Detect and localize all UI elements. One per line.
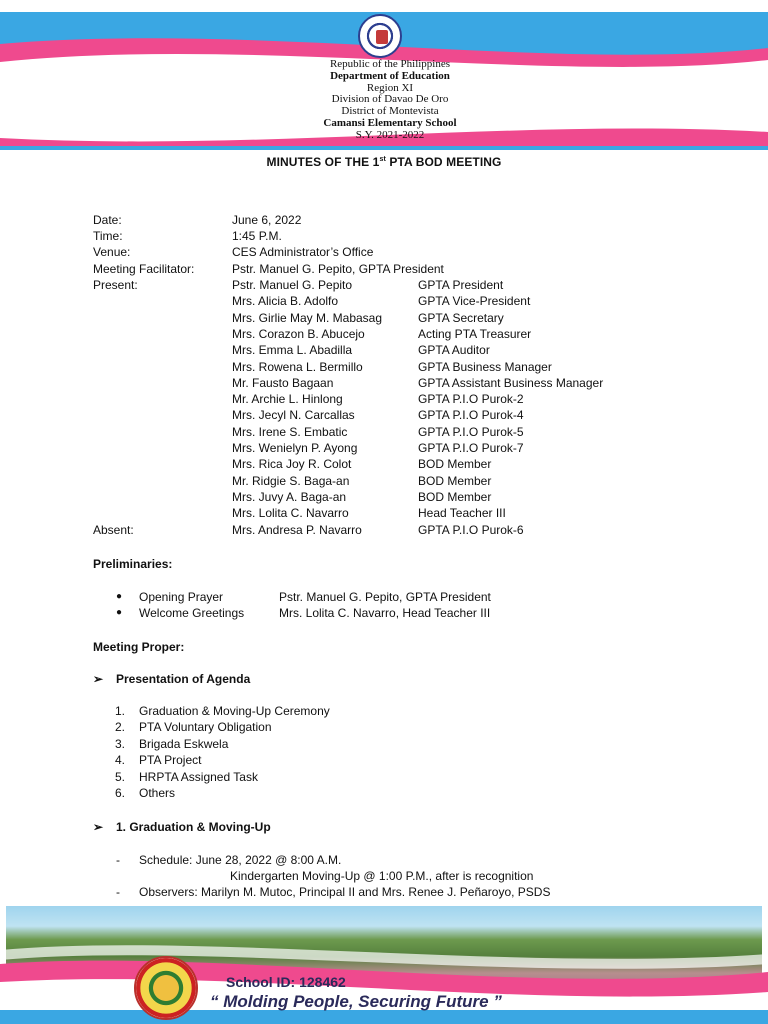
present-name: Mr. Ridgie S. Baga-an — [232, 474, 350, 488]
deped-seal-icon — [358, 14, 402, 58]
title-text-end: PTA BOD MEETING — [385, 155, 502, 169]
footer-banner — [0, 902, 768, 1024]
present-name: Mrs. Irene S. Embatic — [232, 425, 348, 439]
present-role: GPTA Assistant Business Manager — [418, 376, 604, 390]
letterhead-division: Division of Davao De Oro — [331, 93, 449, 106]
present-name: Mrs. Girlie May M. Mabasag — [232, 311, 383, 325]
absent-name: Mrs. Andresa P. Navarro — [232, 523, 362, 537]
present-role: GPTA Business Manager — [418, 360, 552, 374]
letterhead — [0, 59, 768, 142]
present-name: Mrs. Lolita C. Navarro — [232, 506, 349, 520]
present-name: Mrs. Emma L. Abadilla — [232, 343, 353, 357]
present-role: GPTA Auditor — [418, 343, 490, 357]
agenda-number: 6. — [115, 786, 126, 800]
absent-role: GPTA P.I.O Purok-6 — [418, 523, 524, 537]
dash-bullet-icon: - — [116, 853, 120, 867]
letterhead-district: District of Montevista — [341, 105, 439, 118]
present-role: GPTA P.I.O Purok-4 — [418, 408, 524, 422]
agenda-number: 4. — [115, 753, 126, 767]
present-name: Mrs. Rowena L. Bermillo — [232, 360, 363, 374]
letterhead-region: Region XI — [366, 81, 414, 94]
prelim-value: Pstr. Manuel G. Pepito, GPTA President — [279, 590, 491, 604]
bullet-icon: ● — [116, 591, 123, 602]
time-label: Time: — [93, 229, 123, 243]
present-role: BOD Member — [418, 474, 492, 488]
present-name: Mrs. Corazon B. Abucejo — [232, 327, 365, 341]
agenda-number: 1. — [115, 704, 126, 718]
present-role: BOD Member — [418, 457, 492, 471]
school-logo-icon — [134, 956, 198, 1020]
present-name: Mrs. Jecyl N. Carcallas — [232, 408, 355, 422]
title-sup: st — [379, 156, 386, 163]
date-value: June 6, 2022 — [232, 213, 302, 227]
agenda-item: HRPTA Assigned Task — [139, 770, 258, 784]
present-role: Acting PTA Treasurer — [418, 327, 532, 341]
present-role: GPTA President — [418, 278, 504, 292]
school-motto: “ Molding People, Securing Future ” — [210, 992, 502, 1011]
agenda-item: Brigada Eskwela — [139, 737, 229, 751]
prelim-label: Opening Prayer — [139, 590, 224, 604]
preliminaries-heading: Preliminaries: — [93, 557, 173, 571]
present-name: Mr. Fausto Bagaan — [232, 376, 334, 390]
letterhead-school-year: S.Y. 2021-2022 — [355, 128, 425, 141]
letterhead-department: Department of Education — [330, 69, 450, 82]
venue-label: Venue: — [93, 245, 131, 259]
letterhead-republic: Republic of the Philippines — [329, 58, 451, 70]
arrow-bullet-icon: ➢ — [93, 672, 104, 686]
agenda-number: 2. — [115, 720, 126, 734]
present-name: Mrs. Alicia B. Adolfo — [232, 294, 339, 308]
bullet-icon: ● — [116, 607, 123, 618]
time-value: 1:45 P.M. — [232, 229, 282, 243]
section1-heading: 1. Graduation & Moving-Up — [116, 820, 271, 834]
facilitator-value: Pstr. Manuel G. Pepito, GPTA President — [232, 262, 444, 276]
agenda-item: Graduation & Moving-Up Ceremony — [139, 704, 330, 718]
prelim-label: Welcome Greetings — [139, 606, 245, 620]
present-role: GPTA P.I.O Purok-5 — [418, 425, 524, 439]
schedule-line-2: Kindergarten Moving-Up @ 1:00 P.M., after is recognition — [230, 869, 534, 883]
agenda-number: 5. — [115, 770, 126, 784]
absent-label: Absent: — [93, 523, 134, 537]
present-name: Mrs. Wenielyn P. Ayong — [232, 441, 358, 455]
present-name: Mr. Archie L. Hinlong — [232, 392, 343, 406]
prelim-value: Mrs. Lolita C. Navarro, Head Teacher III — [279, 606, 491, 620]
facilitator-label: Meeting Facilitator: — [93, 262, 195, 276]
agenda-heading: Presentation of Agenda — [116, 672, 251, 686]
letterhead-school: Camansi Elementary School — [323, 116, 457, 129]
schedule-line: Schedule: June 28, 2022 @ 8:00 A.M. — [139, 853, 342, 867]
dash-bullet-icon: - — [116, 885, 120, 899]
page-title — [0, 155, 768, 169]
school-id: School ID: 128462 — [226, 974, 346, 990]
date-label: Date: — [93, 213, 122, 227]
present-role: GPTA P.I.O Purok-2 — [418, 392, 524, 406]
agenda-item: PTA Voluntary Obligation — [139, 720, 272, 734]
present-role: Head Teacher III — [418, 506, 506, 520]
agenda-number: 3. — [115, 737, 126, 751]
present-name: Pstr. Manuel G. Pepito — [232, 278, 353, 292]
title-text: MINUTES OF THE 1 — [266, 155, 380, 169]
present-role: GPTA P.I.O Purok-7 — [418, 441, 524, 455]
present-role: GPTA Vice-President — [418, 294, 531, 308]
present-name: Mrs. Rica Joy R. Colot — [232, 457, 352, 471]
agenda-item: PTA Project — [139, 753, 202, 767]
present-role: GPTA Secretary — [418, 311, 504, 325]
meeting-proper-heading: Meeting Proper: — [93, 640, 185, 654]
observers-line: Observers: Marilyn M. Mutoc, Principal II and Mrs. Renee J. Peñaroyo, PSDS — [139, 885, 551, 899]
venue-value: CES Administrator’s Office — [232, 245, 374, 259]
agenda-item: Others — [139, 786, 176, 800]
arrow-bullet-icon: ➢ — [93, 820, 104, 834]
present-name: Mrs. Juvy A. Baga-an — [232, 490, 347, 504]
present-label: Present: — [93, 278, 138, 292]
present-role: BOD Member — [418, 490, 492, 504]
